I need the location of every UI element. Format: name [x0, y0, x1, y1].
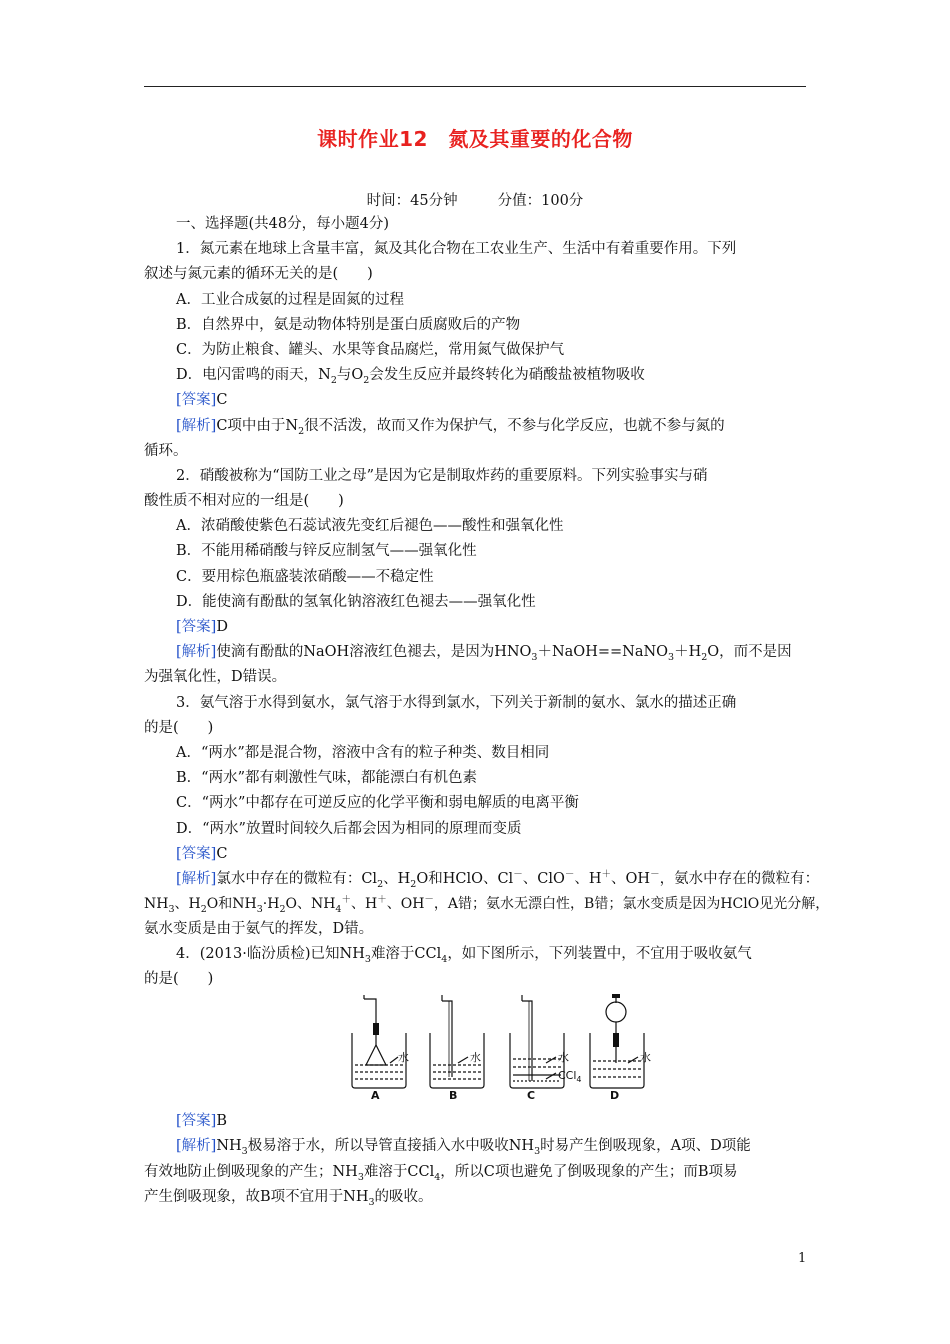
q1-analysis: [解析]C项中由于$N_2$很不活泼，故而又作为保护气，不参与化学反应，也就不参与氮的 — [176, 418, 725, 437]
analysis-label: [解析] — [176, 1138, 217, 1154]
absorption-apparatus-figure — [346, 993, 658, 1101]
figure-label-d: D — [610, 1089, 620, 1101]
q2-option-c: C．要用棕色瓶盛装浓硝酸——不稳定性 — [176, 569, 434, 585]
q3-option-c: C．“两水”中都存在可逆反应的化学平衡和弱电解质的电离平衡 — [176, 795, 579, 811]
q2-analysis-cont: 为强氧化性，D错误。 — [144, 669, 287, 685]
section-heading: 一、选择题(共48分，每小题4分) — [176, 216, 389, 232]
figure-label-water-b: 水 — [470, 1051, 481, 1064]
answer-label: [答案] — [176, 619, 217, 635]
figure-label-water-c: 水 — [558, 1051, 569, 1064]
q1-option-c: C．为防止粮食、罐头、水果等食品腐烂，常用氮气做保护气 — [176, 342, 565, 358]
page-title: 课时作业12 氮及其重要的化合物 — [317, 127, 633, 151]
q1-option-a: A．工业合成氨的过程是固氮的过程 — [176, 292, 404, 308]
q4-analysis-cont2: 产生倒吸现象，故B项不宜用于$NH_3$的吸收。 — [144, 1189, 433, 1208]
q3-option-d: D．“两水”放置时间较久后都会因为相同的原理而变质 — [176, 821, 522, 837]
q2-option-b: B．不能用稀硝酸与锌反应制氢气——强氧化性 — [176, 543, 477, 559]
beaker-c — [510, 995, 582, 1101]
q1-option-b: B．自然界中，氨是动物体特别是蛋白质腐败后的产物 — [176, 317, 521, 333]
q3-stem-cont: 的是( ) — [144, 720, 214, 736]
total-score: 分值：100分 — [497, 193, 584, 209]
figure-label-water-d: 水 — [640, 1051, 651, 1064]
time-score-line — [0, 189, 950, 210]
time-limit: 时间：45分钟 — [366, 193, 458, 209]
q3-analysis: [解析]氯水中存在的微粒有：$Cl_2$、$H_2O$和HClO、Cl－、ClO－、H＋、OH－，氨水中存在的微粒有： — [176, 869, 820, 890]
page-number: 1 — [798, 1251, 807, 1266]
q1-answer: [答案]C — [176, 392, 228, 408]
q3-analysis-cont: $NH_3$、$H_2O$和$NH_3\cdot H_2O$、$NH_4^+$、H＋、OH－，A错；氨水无漂白性，B错；氯水变质是因为HClO见光分解， — [144, 894, 830, 915]
q2-answer: [答案]D — [176, 619, 228, 635]
q2-stem: 2．硝酸被称为“国防工业之母”是因为它是制取炸药的重要原料。下列实验事实与硝 — [176, 468, 708, 484]
q1-stem-cont: 叙述与氮元素的循环无关的是( ) — [144, 266, 373, 282]
analysis-label: [解析] — [176, 418, 217, 434]
q3-option-a: A．“两水”都是混合物，溶液中含有的粒子种类、数目相同 — [176, 745, 550, 761]
beaker-b — [430, 995, 484, 1101]
q4-analysis-cont: 有效地防止倒吸现象的产生；$NH_3$难溶于CCl$_4$，所以C项也避免了倒吸现象的产生；而B项易 — [144, 1164, 738, 1183]
q2-stem-cont: 酸性质不相对应的一组是( ) — [144, 493, 344, 509]
analysis-label: [解析] — [176, 871, 217, 887]
q3-stem: 3．氨气溶于水得到氨水，氯气溶于水得到氯水，下列关于新制的氨水、氯水的描述正确 — [176, 695, 737, 711]
q4-stem: 4．(2013·临汾质检)已知$NH_3$难溶于CCl$_4$，如下图所示，下列装置中，不宜用于吸收氨气 — [176, 946, 752, 965]
header-rule — [144, 86, 806, 87]
q1-analysis-cont: 循环。 — [144, 443, 188, 459]
figure-label-b: B — [449, 1089, 458, 1101]
q1-option-d: D．电闪雷鸣的雨天，$N_2$与$O_2$会发生反应并最终转化为硝酸盐被植物吸收 — [176, 367, 645, 386]
figure-label-a: A — [371, 1089, 380, 1101]
answer-label: [答案] — [176, 846, 217, 862]
analysis-label: [解析] — [176, 644, 217, 660]
answer-label: [答案] — [176, 1113, 217, 1129]
figure-label-ccl4: CCl$_4$ — [558, 1069, 582, 1084]
q1-stem: 1．氮元素在地球上含量丰富，氮及其化合物在工农业生产、生活中有着重要作用。下列 — [176, 241, 737, 257]
q2-option-d: D．能使滴有酚酞的氢氧化钠溶液红色褪去——强氧化性 — [176, 594, 536, 610]
figure-label-water-a: 水 — [398, 1051, 409, 1064]
q3-option-b: B．“两水”都有刺激性气味，都能漂白有机色素 — [176, 770, 477, 786]
q3-answer: [答案]C — [176, 846, 228, 862]
q4-analysis: [解析]$NH_3$极易溶于水，所以导管直接插入水中吸收$NH_3$时易产生倒吸现象，A项、D项能 — [176, 1138, 751, 1157]
q3-analysis-cont2: 氨水变质是由于氨气的挥发，D错。 — [144, 921, 374, 937]
answer-label: [答案] — [176, 392, 217, 408]
beaker-a — [352, 995, 409, 1101]
q2-option-a: A．浓硝酸使紫色石蕊试液先变红后褪色——酸性和强氧化性 — [176, 518, 564, 534]
figure-label-c: C — [527, 1089, 536, 1101]
q4-answer: [答案]B — [176, 1113, 227, 1129]
beaker-d — [590, 994, 651, 1101]
q2-analysis: [解析]使滴有酚酞的NaOH溶液红色褪去，是因为$HNO_3+NaOH==NaNO_3+H_2O$，而不是因 — [176, 644, 792, 663]
q4-stem-cont: 的是( ) — [144, 971, 214, 987]
